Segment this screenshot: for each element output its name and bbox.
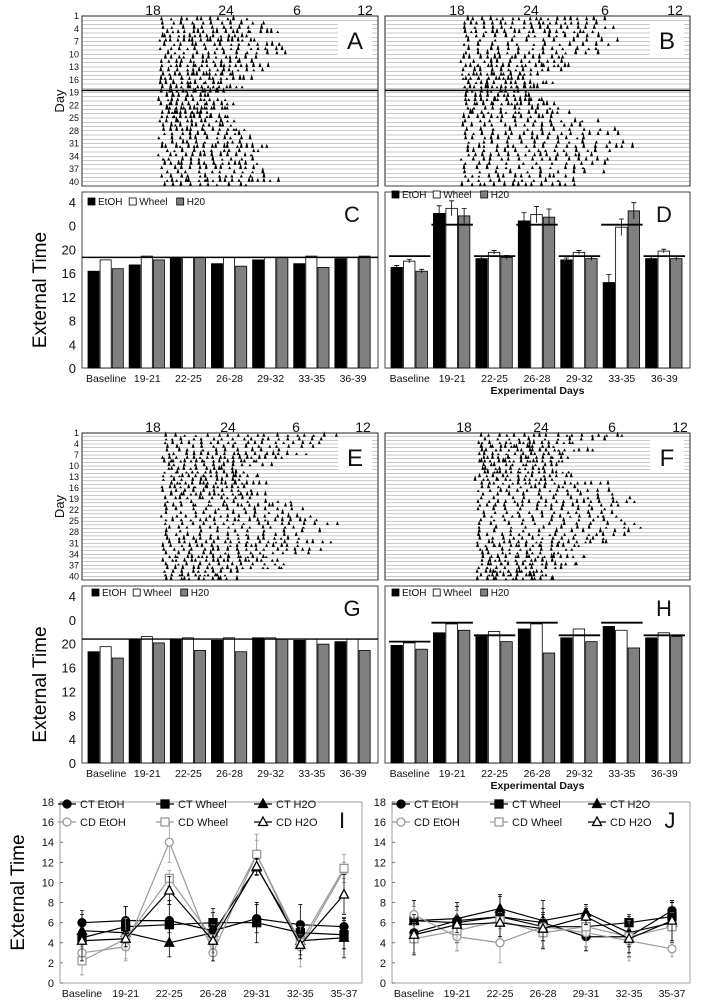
bar	[182, 257, 193, 368]
x-tick-label: 36-39	[339, 768, 367, 780]
hour-tick-label: 24	[523, 2, 539, 18]
legend-label: H20	[186, 197, 206, 208]
bar	[586, 259, 597, 368]
legend-label: CD H2O	[610, 817, 652, 829]
bar	[359, 256, 370, 368]
bar	[182, 638, 193, 763]
bar	[646, 638, 657, 763]
x-tick-label: 22-25	[481, 373, 509, 385]
y-axis-label: External Time	[30, 626, 51, 743]
panel-letter: B	[658, 28, 676, 55]
bar	[573, 252, 584, 368]
x-tick-label: 26-28	[216, 768, 244, 780]
marker	[253, 919, 261, 927]
bar	[194, 650, 205, 763]
bar	[88, 271, 99, 368]
panel-letter: C	[344, 202, 360, 227]
day-tick-label: 7	[73, 36, 79, 47]
bar	[561, 638, 572, 763]
bar	[112, 658, 123, 763]
x-tick-label: Baseline	[389, 373, 430, 385]
bar	[488, 252, 499, 368]
x-tick-label: 35-37	[330, 988, 358, 1000]
bar	[294, 264, 305, 368]
x-tick-label: 36-39	[650, 373, 678, 385]
x-tick-label: 35-37	[658, 988, 686, 1000]
x-tick-label: 29-31	[243, 988, 271, 1000]
y-tick-label: 20	[61, 636, 76, 652]
hour-tick-label: 24	[533, 419, 549, 435]
legend-swatch	[481, 191, 488, 198]
marker	[161, 800, 169, 808]
bar	[391, 645, 402, 763]
x-tick-label: 22-25	[486, 988, 514, 1000]
legend-swatch	[481, 589, 488, 596]
hour-tick-label: 18	[145, 2, 161, 18]
hour-tick-label: 6	[292, 419, 300, 435]
y-tick-label: 8	[47, 897, 54, 910]
day-tick-label: 37	[68, 560, 79, 571]
bar	[433, 633, 444, 763]
bar	[446, 624, 457, 763]
legend-label: EtOH	[102, 588, 127, 599]
bar-chart-c	[30, 192, 378, 385]
x-axis-label: Experimental Days	[490, 385, 585, 397]
bar	[265, 257, 276, 368]
y-tick-label: 0	[68, 361, 76, 376]
day-tick-label: 1	[73, 428, 79, 438]
x-tick-label: 19-21	[112, 988, 140, 1000]
y-tick-label: 8	[379, 897, 386, 910]
bar	[531, 215, 542, 368]
bar	[306, 256, 317, 368]
hour-tick-label: 12	[355, 419, 371, 435]
day-tick-label: 40	[68, 571, 79, 582]
x-tick-label: 29-32	[566, 768, 593, 780]
hour-tick-label: 6	[608, 419, 616, 435]
day-axis-label: Day	[52, 89, 67, 113]
marker	[495, 800, 503, 808]
bar	[518, 629, 529, 763]
x-tick-label: 29-32	[257, 373, 285, 385]
panel-letter: H	[656, 596, 672, 621]
day-tick-label: 13	[68, 472, 79, 483]
x-axis-label: Experimental Days	[490, 780, 585, 792]
day-tick-label: 34	[68, 549, 79, 560]
hour-tick-label: 18	[456, 419, 472, 435]
legend-swatch	[433, 191, 440, 198]
bar	[561, 260, 572, 368]
bar	[628, 211, 639, 368]
bar	[646, 259, 657, 368]
bar	[265, 638, 276, 763]
legend-swatch	[392, 589, 399, 596]
legend-label: CD EtOH	[414, 817, 460, 829]
x-tick-label: 22-25	[175, 768, 202, 780]
legend-label: H20	[490, 588, 510, 599]
legend-label: CT Wheel	[512, 799, 561, 811]
legend-label: H20	[190, 588, 210, 599]
bar	[224, 257, 235, 368]
legend-label: CD EtOH	[80, 817, 126, 829]
bar	[446, 208, 457, 368]
y-tick-label: 4	[68, 195, 76, 210]
bar	[100, 647, 111, 763]
legend-label: CT EtOH	[80, 799, 125, 811]
marker	[63, 800, 71, 808]
bar	[253, 638, 264, 763]
hour-tick-label: 12	[667, 2, 683, 18]
bar	[616, 630, 627, 763]
legend-label: EtOH	[98, 197, 123, 208]
bar	[170, 257, 181, 368]
bar	[335, 642, 346, 763]
x-tick-label: Baseline	[389, 768, 430, 780]
bar	[416, 649, 427, 763]
plot-frame	[392, 802, 690, 983]
bar	[294, 640, 305, 763]
marker	[63, 818, 71, 826]
bar	[603, 283, 614, 368]
bar	[433, 213, 444, 368]
day-axis-label: Day	[52, 494, 67, 519]
y-tick-label: 4	[68, 337, 76, 353]
day-tick-label: 4	[73, 23, 79, 34]
x-tick-label: 26-28	[216, 373, 244, 385]
legend-label: EtOH	[402, 190, 427, 201]
y-tick-label: 4	[68, 732, 76, 748]
marker	[161, 818, 169, 826]
x-tick-label: 32-35	[286, 988, 314, 1000]
bar	[476, 637, 487, 763]
x-tick-label: 29-32	[566, 373, 593, 385]
legend-swatch	[392, 191, 399, 198]
day-tick-label: 37	[68, 164, 79, 174]
x-tick-label: 33-35	[608, 768, 636, 780]
x-tick-label: 36-39	[339, 373, 367, 385]
x-tick-label: 19-21	[438, 768, 466, 780]
x-tick-label: 33-35	[608, 373, 636, 385]
bar	[100, 260, 111, 368]
y-tick-label: 12	[61, 684, 76, 700]
bar	[403, 643, 414, 763]
x-tick-label: 22-25	[155, 988, 183, 1000]
bar	[153, 643, 164, 763]
bar	[347, 257, 358, 368]
y-tick-label: 8	[68, 313, 76, 329]
bar	[211, 640, 222, 763]
day-tick-label: 13	[68, 62, 79, 72]
panel-letter: J	[664, 808, 676, 833]
bar	[194, 257, 205, 368]
bar	[531, 624, 542, 763]
bar	[586, 642, 597, 763]
day-tick-label: 22	[68, 100, 79, 111]
bar	[603, 626, 614, 763]
hour-tick-label: 6	[601, 2, 609, 18]
y-tick-label: 4	[379, 937, 386, 950]
bar	[211, 264, 222, 368]
x-tick-label: Baseline	[86, 373, 127, 385]
bar	[347, 639, 358, 763]
day-tick-label: 19	[68, 87, 79, 98]
legend-swatch	[129, 198, 136, 205]
legend-swatch	[181, 589, 188, 596]
day-tick-label: 25	[68, 516, 79, 527]
y-tick-label: 0	[379, 978, 386, 990]
y-tick-label: 18	[373, 797, 386, 809]
x-tick-label: 22-25	[481, 768, 509, 780]
marker	[397, 800, 405, 808]
x-tick-label: 19-21	[133, 768, 161, 780]
bar	[318, 644, 329, 763]
bar	[403, 261, 414, 368]
hour-tick-label: 24	[218, 2, 234, 18]
hour-tick-label: 18	[145, 419, 161, 435]
day-tick-label: 10	[68, 49, 79, 60]
y-tick-label: 16	[61, 660, 76, 676]
bar	[628, 648, 639, 763]
legend-label: Wheel	[139, 197, 168, 208]
panel-letter: G	[343, 596, 361, 621]
bar	[141, 256, 152, 368]
bar	[458, 216, 469, 368]
y-tick-label: 16	[373, 817, 386, 830]
bar	[141, 637, 152, 763]
legend-label: CD H2O	[276, 817, 318, 829]
day-tick-label: 7	[73, 450, 79, 461]
y-axis-label: External Time	[30, 231, 51, 349]
legend-label: CT Wheel	[178, 799, 227, 811]
bar	[224, 638, 235, 763]
hour-tick-label: 18	[449, 2, 465, 18]
bar	[518, 221, 529, 368]
line-chart-i	[8, 797, 362, 1000]
x-tick-label: 29-32	[257, 768, 285, 780]
y-tick-label: 20	[61, 242, 76, 258]
day-tick-label: 40	[68, 176, 79, 187]
y-tick-label: 0	[68, 612, 76, 628]
y-tick-label: 2	[379, 957, 386, 970]
x-tick-label: 26-28	[523, 373, 551, 385]
bar	[658, 251, 669, 368]
day-tick-label: 25	[68, 113, 79, 123]
panel-letter: I	[338, 808, 346, 833]
bar-chart-h	[385, 586, 690, 792]
line-chart-j	[374, 797, 690, 1000]
bar	[488, 632, 499, 763]
bar	[112, 269, 123, 368]
x-tick-label: 33-35	[298, 768, 326, 780]
y-tick-label: 2	[47, 957, 54, 970]
y-tick-label: 14	[41, 837, 54, 850]
legend-label: CD Wheel	[178, 817, 229, 829]
bar	[501, 257, 512, 368]
bar-chart-g	[30, 586, 378, 780]
panel-letter: A	[346, 28, 364, 55]
y-tick-label: 0	[47, 978, 54, 990]
y-tick-label: 12	[61, 289, 76, 305]
y-tick-label: 12	[373, 857, 386, 870]
bar	[318, 267, 329, 368]
hour-tick-label: 24	[220, 419, 236, 435]
actogram-panel-f	[385, 419, 690, 580]
bar	[658, 633, 669, 763]
y-tick-label: 0	[68, 218, 76, 234]
day-tick-label: 28	[68, 527, 79, 538]
legend-label: CT H2O	[610, 799, 651, 811]
y-tick-label: 8	[68, 708, 76, 724]
x-tick-label: 36-39	[650, 768, 678, 780]
legend-label: Wheel	[443, 588, 472, 599]
day-tick-label: 19	[68, 494, 79, 505]
hour-tick-label: 12	[357, 2, 373, 18]
y-tick-label: 16	[41, 817, 54, 830]
x-tick-label: 19-21	[133, 373, 161, 385]
day-tick-label: 22	[68, 505, 79, 516]
panel-letter: D	[656, 202, 672, 227]
bar	[543, 653, 554, 763]
legend-swatch	[177, 198, 184, 205]
day-tick-label: 34	[68, 151, 79, 162]
bar	[671, 637, 682, 763]
marker	[397, 818, 405, 826]
y-tick-label: 14	[373, 837, 386, 850]
bar	[236, 652, 247, 763]
day-tick-label: 10	[68, 461, 79, 472]
bar	[170, 639, 181, 763]
x-tick-label: Baseline	[61, 988, 103, 1000]
marker	[668, 945, 676, 953]
bar	[476, 259, 487, 368]
day-tick-label: 16	[68, 483, 79, 494]
y-tick-label: 0	[68, 756, 76, 771]
x-tick-label: 26-28	[523, 768, 551, 780]
x-tick-label: 19-21	[438, 373, 466, 385]
day-tick-label: 4	[73, 439, 79, 450]
bar	[277, 257, 288, 368]
legend-label: Wheel	[443, 190, 472, 201]
bar	[501, 642, 512, 763]
day-tick-label: 1	[73, 11, 79, 21]
bar	[416, 271, 427, 368]
x-tick-label: 33-35	[298, 373, 326, 385]
marker	[495, 818, 503, 826]
bar	[129, 639, 140, 763]
y-tick-label: 10	[373, 877, 386, 890]
bar	[335, 259, 346, 368]
marker	[165, 921, 173, 929]
marker	[496, 939, 504, 947]
y-axis-label: External Time	[8, 834, 29, 951]
legend-swatch	[92, 589, 99, 596]
legend-swatch	[433, 589, 440, 596]
y-tick-label: 16	[61, 266, 76, 282]
y-tick-label: 6	[47, 917, 54, 930]
bar	[671, 259, 682, 368]
bar-chart-d	[385, 190, 690, 397]
y-tick-label: 18	[41, 797, 54, 809]
hour-tick-label: 6	[293, 2, 301, 18]
legend-swatch	[133, 589, 140, 596]
actogram-panel-b	[385, 2, 690, 186]
legend-label: Wheel	[143, 588, 172, 599]
y-tick-label: 6	[379, 917, 386, 930]
panel-letter: E	[346, 445, 364, 472]
day-tick-label: 31	[68, 538, 79, 549]
bar	[543, 217, 554, 368]
legend-label: EtOH	[402, 588, 427, 599]
x-tick-label: 26-28	[199, 988, 227, 1000]
legend-label: CD Wheel	[512, 817, 563, 829]
marker	[340, 864, 348, 872]
bar	[359, 650, 370, 763]
bar	[129, 265, 140, 368]
y-tick-label: 4	[47, 937, 54, 950]
bar	[236, 266, 247, 368]
legend-label: CT EtOH	[414, 799, 459, 811]
x-tick-label: 19-21	[443, 988, 471, 1000]
day-tick-label: 31	[68, 138, 79, 149]
bar	[391, 267, 402, 368]
day-tick-label: 16	[68, 74, 79, 85]
bar	[573, 629, 584, 763]
bar	[458, 630, 469, 763]
hour-tick-label: 12	[672, 419, 688, 435]
legend-swatch	[88, 198, 95, 205]
y-tick-label: 4	[68, 589, 76, 604]
actogram-panel-e	[52, 419, 378, 581]
bar	[277, 639, 288, 763]
actogram-panel-a	[52, 2, 378, 187]
y-tick-label: 12	[41, 857, 54, 870]
bar	[306, 639, 317, 763]
day-tick-label: 28	[68, 125, 79, 136]
x-tick-label: Baseline	[86, 768, 127, 780]
x-tick-label: 22-25	[175, 373, 202, 385]
bar	[253, 260, 264, 368]
x-tick-label: 32-35	[615, 988, 643, 1000]
bar	[153, 260, 164, 368]
marker	[165, 838, 173, 846]
bar	[88, 652, 99, 763]
bar	[616, 227, 627, 368]
panel-letter: F	[659, 445, 675, 472]
x-tick-label: 26-28	[529, 988, 557, 1000]
legend-label: CT H2O	[276, 799, 317, 811]
y-tick-label: 10	[41, 877, 54, 890]
x-tick-label: 29-31	[572, 988, 600, 1000]
x-tick-label: Baseline	[393, 988, 435, 1000]
marker	[253, 850, 261, 858]
legend-label: H20	[490, 190, 510, 201]
